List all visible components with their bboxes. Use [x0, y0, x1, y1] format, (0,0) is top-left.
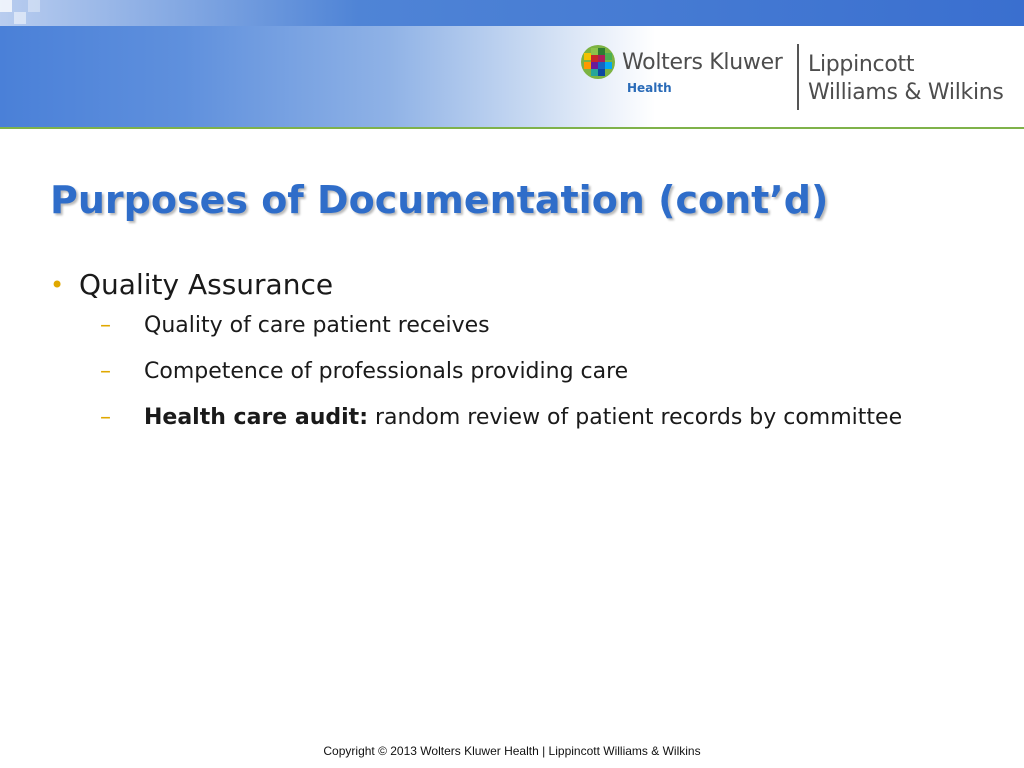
copyright-footer: Copyright © 2013 Wolters Kluwer Health | Lippincott Williams & Wilkins: [323, 744, 701, 758]
sub-bullet-item: [50, 358, 950, 385]
sub-bullet-term: Health care audit:: [144, 405, 368, 430]
sub-bullet-item: [50, 312, 950, 339]
sub-bullet-marker: –: [100, 405, 111, 430]
decorative-square: [0, 0, 12, 12]
sub-bullet-list: [50, 312, 950, 431]
bullet-item: [50, 266, 950, 304]
bullet-list: [50, 266, 950, 450]
header-divider-line: [0, 127, 1024, 129]
wolters-kluwer-logo-icon: [580, 44, 616, 80]
logo-divider: [797, 44, 799, 110]
sub-bullet-item: [50, 404, 950, 431]
sub-bullet-text: random review of patient records by committee: [368, 405, 903, 430]
bullet-marker: •: [50, 271, 65, 299]
logo-imprint-line-2: Williams & Wilkins: [808, 80, 1004, 105]
slide-title: Purposes of Documentation (cont’d): [50, 178, 829, 222]
sub-bullet-marker: –: [100, 313, 111, 338]
sub-bullet-marker: –: [100, 359, 111, 384]
header-top-bar: [0, 0, 1024, 26]
sub-bullet-text: Quality of care patient receives: [144, 313, 490, 338]
logo-company-name: Wolters Kluwer: [622, 50, 783, 75]
logo-imprint-line-1: Lippincott: [808, 52, 915, 77]
decorative-square: [28, 0, 40, 12]
sub-bullet-text: Competence of professionals providing care: [144, 359, 629, 384]
publisher-logo: [580, 42, 1020, 114]
logo-division-name: Health: [627, 81, 672, 95]
decorative-square: [14, 12, 26, 24]
bullet-text: Quality Assurance: [79, 268, 334, 301]
